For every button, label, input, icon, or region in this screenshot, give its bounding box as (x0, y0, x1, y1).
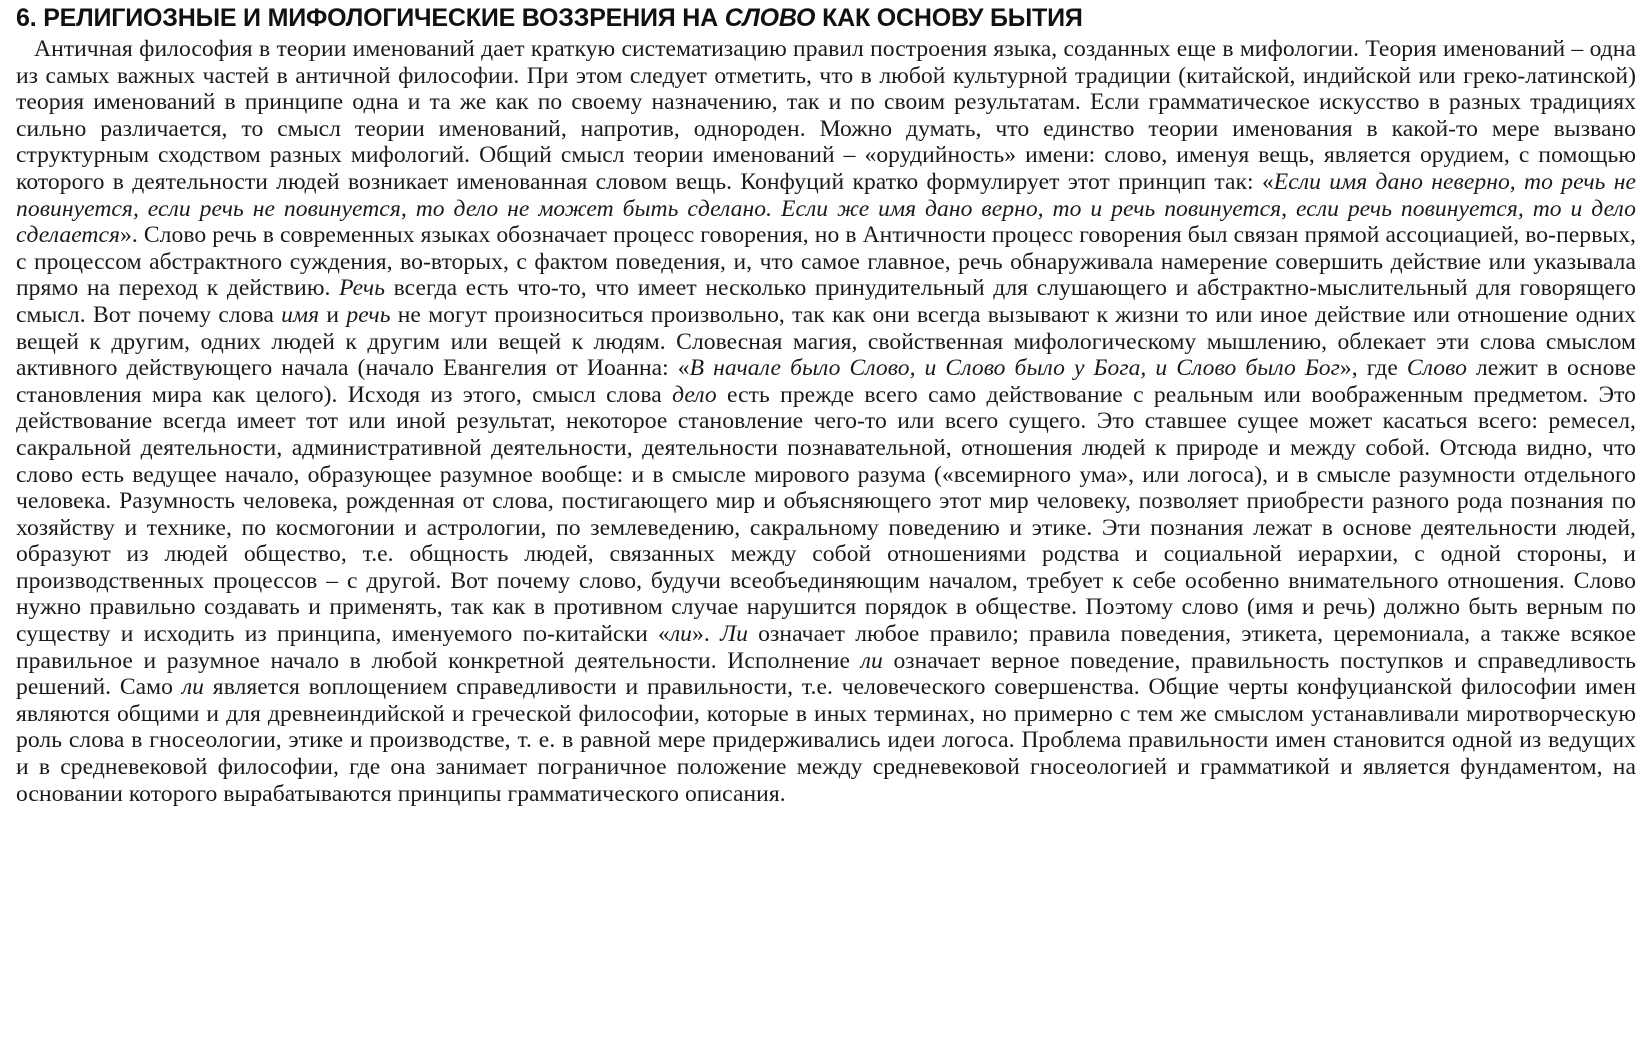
italic-run: речь (346, 301, 391, 328)
body-paragraph (16, 36, 1636, 807)
italic-run: ли (860, 647, 883, 674)
text-run: является воплощением справедливости и правильности, т.е. человеческого совершенства. Общие черты конфуцианской философии имен являются общими и для древнеиндийской и греческой философии, которые в иных терминах, но примерно с тем же смыслом устанавливали миротворческую роль слова в гносеологии, этике и производстве, т. е. в равной мере придерживались идеи логоса. Проблема правильности имен становится одной из ведущих и в средневековой философии, где она занимает пограничное положение между средневековой гносеологией и грамматикой и является фундаментом, на основании которого вырабатываются принципы грамматического описания. (16, 674, 1636, 807)
text-run: означает любое правило; правила поведения, этикета, церемониала, а также всякое правильное и разумное начало в любой конкретной деятельности. Исполнение (16, 621, 1637, 674)
italic-run: Ли (720, 621, 748, 648)
text-run: ». (692, 621, 721, 648)
heading-part2: КАК ОСНОВУ БЫТИЯ (822, 4, 1083, 32)
text-run: означает верное поведение, правильность поступков и справедливость решений. Само (16, 647, 1636, 701)
heading-part1: РЕЛИГИОЗНЫЕ И МИФОЛОГИЧЕСКИЕ ВОЗЗРЕНИЯ НА (43, 4, 718, 32)
document-page (16, 2, 1636, 807)
italic-run: имя (281, 301, 320, 328)
text-run: и (319, 301, 347, 328)
text-run: Античная философия в теории именований дает краткую систематизацию правил построения языка, созданных еще в мифологии. Теория именований – одна из самых важных частей в античной философии. При этом следует отметить, что в любой культурной традиции (китайской, индийской или греко-латинской) теория именований в принципе одна и та же как по своему назначению, так и по своим результатам. Если грамматическое искусство в разных традициях сильно различается, то смысл теории именований, напротив, однороден. Можно думать, что единство теории именования в какой-то мере вызвано структурным сходством разных мифологий. Общий смысл теории именований – «орудийность» имени: слово, именуя вещь, является орудием, с помощью которого в деятельности людей возникает именованная словом вещь. Конфуций кратко формулирует этот принцип так: « (16, 36, 1636, 195)
italic-run: Речь (339, 275, 385, 302)
italic-run: Если имя дано неверно, то речь не повинуется, если речь не повинуется, то дело не может быть сделано. Если же имя дано верно, то и речь повинуется, если речь повинуется, то и дело сделается (16, 168, 1636, 249)
text-run: есть прежде всего само действование с реальным или воображенным предметом. Это действование всегда имеет тот или иной результат, некоторое становление чего-то или всего сущего. Это ставшее сущее может касаться всего: ремесел, сакральной деятельности, административной деятельности, деятельности познавательной, отношения людей к природе и между собой. Отсюда видно, что слово есть ведущее начало, образующее разумное вообще: и в смысле мирового разума («всемирного ума», или логоса), и в смысле разумности отдельного человека. Разумность человека, рожденная от слова, постигающего мир и объясняющего этот мир человеку, позволяет приобрести разного рода познания по хозяйству и технике, по космогонии и астрологии, по землеведению, сакральному поведению и этике. Эти познания лежат в основе деятельности людей, образуют из людей общество, т.е. общность людей, связанных между собой отношениями родства и социальной иерархии, с одной стороны, и производственных процессов – с другой. Вот почему слово, будучи всеобъединяющим началом, требует к себе особенно внимательного отношения. Слово нужно правильно создавать и применять, так как в противном случае нарушится порядок в обществе. Поэтому слово (имя и речь) должно быть верным по существу и исходить из принципа, именуемого по-китайски « (16, 381, 1636, 648)
italic-run: ли (181, 674, 204, 701)
heading-number: 6. (16, 4, 37, 32)
text-run: ». Слово речь в современных языках обозначает процесс говорения, но в Античности процесс говорения был связан прямой ассоциацией, во-первых, с процессом абстрактного суждения, во-вторых, с фактом поведения, и, что самое главное, речь обнаруживала намерение совершить действие или указывала прямо на переход к действию. (16, 222, 1636, 302)
text-run: всегда есть что-то, что имеет несколько принудительный для слушающего и абстрактно-мыслительный для говорящего смысл. Вот почему слова (16, 275, 1637, 328)
section-heading (16, 2, 1636, 34)
italic-run: ли (669, 621, 693, 648)
italic-run: Слово (1406, 355, 1467, 382)
italic-run: дело (672, 381, 717, 408)
italic-run: В начале было Слово, и Слово было у Бога, и Слово было Бог (689, 355, 1340, 382)
text-run: не могут произноситься произвольно, так как они всегда вызывают к жизни то или иное действие или отношение одних вещей к другим, одних людей к другим или вещей к людям. Словесная магия, свойственная мифологическому мышлению, облекает эти слова смыслом активного действующего начала (начало Евангелия от Иоанна: « (16, 301, 1636, 382)
heading-italic-word: СЛОВО (724, 4, 816, 32)
text-run: лежит в основе становления мира как целого). Исходя из этого, смысл слова (16, 355, 1636, 408)
text-run: », где (1339, 355, 1407, 382)
